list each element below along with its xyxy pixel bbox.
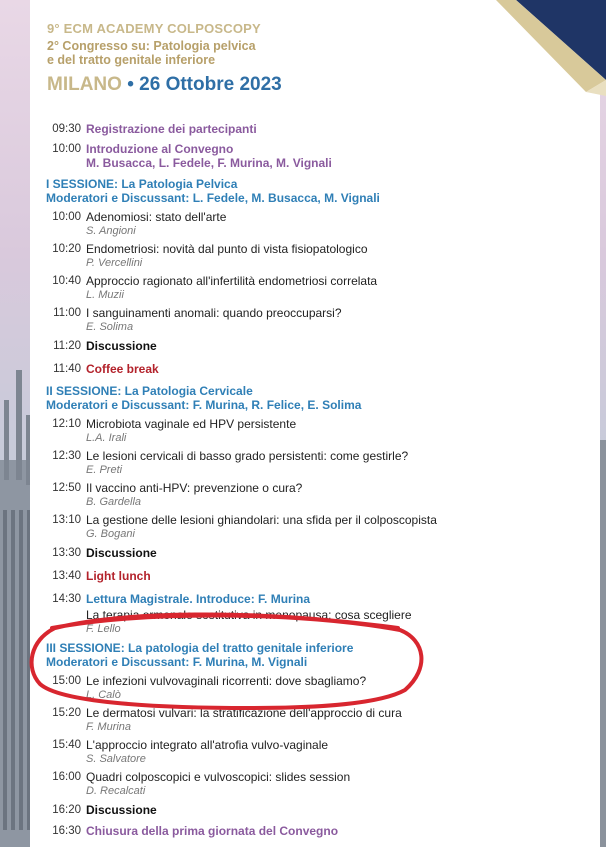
schedule-row [47,416,567,432]
schedule-speaker: B. Gardella [86,496,142,508]
schedule-row [47,448,567,464]
schedule-title: L'approccio integrato all'atrofia vulvo-vaginale [86,738,329,752]
schedule-speaker: L. Muzii [86,289,124,301]
schedule-row [47,273,567,289]
congress-title [47,39,256,67]
schedule-title: Microbiota vaginale ed HPV persistente [86,417,297,431]
schedule-row [47,480,567,496]
schedule-speaker: E. Solima [86,321,134,333]
congress-title-line2: e del tratto genitale inferiore [47,53,216,67]
schedule-row [47,823,567,839]
decorative-banner [456,0,606,110]
schedule-title: Adenomiosi: stato dell'arte [86,210,227,224]
schedule-time: 11:20 [53,340,81,352]
discussion-label: Discussione [86,803,157,817]
session-moderators: Moderatori e Discussant: L. Fedele, M. Busacca, M. Vignali [46,191,380,205]
bullet-separator: • [127,74,134,95]
schedule-time: 14:30 [52,593,81,605]
schedule-speaker: D. Recalcati [86,785,146,797]
schedule-time: 10:40 [52,275,81,287]
schedule-speaker: F. Lello [86,623,121,635]
session-moderators: Moderatori e Discussant: F. Murina, M. Vignali [46,655,308,669]
schedule-row [47,737,567,753]
schedule-title: Le dermatosi vulvari: la stratificazione dell'approccio di cura [86,706,402,720]
schedule-time: 16:30 [52,825,81,837]
schedule-title: Il vaccino anti-HPV: prevenzione o cura? [86,481,303,495]
lunch-label: Light lunch [86,569,151,583]
schedule-time: 13:30 [52,547,81,559]
schedule-row [47,607,567,623]
discussion-label: Discussione [86,339,157,353]
schedule-time: 09:30 [52,123,81,135]
schedule-row [47,141,567,157]
lecture-subtitle: La terapia ormonale sostitutiva in menopausa: cosa scegliere [86,608,412,622]
schedule-time: 11:40 [53,363,81,375]
event-date: 26 Ottobre 2023 [139,74,282,95]
schedule-row [47,673,567,689]
schedule-row [47,209,567,225]
schedule-time: 16:00 [52,771,81,783]
lecture-title: Lettura Magistrale. Introduce: F. Murina [86,592,311,606]
event-city-date [47,74,282,96]
schedule-row [47,545,567,561]
event-city: MILANO [47,74,122,95]
schedule-speaker: L.A. Irali [86,432,127,444]
schedule-row [47,241,567,257]
schedule-speaker: E. Preti [86,464,123,476]
schedule-row [47,305,567,321]
session-moderators: Moderatori e Discussant: F. Murina, R. Felice, E. Solima [46,398,362,412]
schedule-row [47,121,567,137]
schedule-speaker: G. Bogani [86,528,135,540]
opening-speakers: M. Busacca, L. Fedele, F. Murina, M. Vignali [86,156,332,170]
schedule-time: 12:10 [52,418,81,430]
program-schedule [47,121,567,839]
closing-label: Chiusura della prima giornata del Convegno [86,824,339,838]
schedule-time: 10:00 [52,143,81,155]
schedule-row [47,512,567,528]
schedule-title: Le lesioni cervicali di basso grado persistenti: come gestirle? [86,449,409,463]
schedule-speaker: L. Calò [86,689,121,701]
schedule-time: 15:20 [52,707,81,719]
schedule-time: 12:30 [52,450,81,462]
coffee-break-label: Coffee break [86,362,159,376]
schedule-row [47,568,567,584]
schedule-row [47,591,567,607]
session-title: I SESSIONE: La Patologia Pelvica [46,177,238,191]
schedule-time: 10:00 [52,211,81,223]
schedule-row [47,338,567,354]
schedule-time: 13:40 [52,570,81,582]
schedule-time: 16:20 [52,804,81,816]
schedule-row [47,361,567,377]
schedule-speaker: S. Salvatore [86,753,146,765]
schedule-title: Quadri colposcopici e vulvoscopici: slides session [86,770,351,784]
schedule-row [47,705,567,721]
schedule-speaker: S. Angioni [86,225,136,237]
schedule-time: 15:40 [52,739,81,751]
schedule-row [47,157,567,171]
schedule-time: 15:00 [52,675,81,687]
congress-title-line1: 2° Congresso su: Patologia pelvica [47,39,256,53]
schedule-title: Registrazione dei partecipanti [86,122,257,136]
schedule-title: La gestione delle lesioni ghiandolari: una sfida per il colposcopista [86,513,437,527]
schedule-title: Le infezioni vulvovaginali ricorrenti: dove sbagliamo? [86,674,367,688]
schedule-time: 11:00 [53,307,81,319]
schedule-title: Approccio ragionato all'infertilità endometriosi correlata [86,274,378,288]
schedule-speaker: P. Vercellini [86,257,143,269]
schedule-row [47,802,567,818]
schedule-time: 12:50 [52,482,81,494]
session-title: III SESSIONE: La patologia del tratto genitale inferiore [46,641,354,655]
session-title: II SESSIONE: La Patologia Cervicale [46,384,253,398]
discussion-label: Discussione [86,546,157,560]
cathedral-left-image [0,370,34,847]
schedule-row [47,769,567,785]
schedule-speaker: F. Murina [86,721,132,733]
schedule-title: Endometriosi: novità dal punto di vista fisiopatologico [86,242,368,256]
schedule-title: I sanguinamenti anomali: quando preoccuparsi? [86,306,342,320]
schedule-time: 10:20 [52,243,81,255]
academy-title: 9° ECM ACADEMY COLPOSCOPY [47,21,261,36]
schedule-time: 13:10 [52,514,81,526]
schedule-title: Introduzione al Convegno [86,142,234,156]
